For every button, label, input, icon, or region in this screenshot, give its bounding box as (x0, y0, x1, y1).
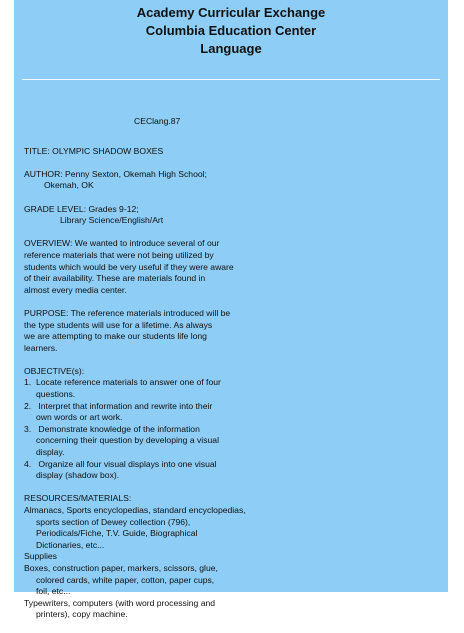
objective-item (24, 401, 444, 424)
objective-text: Organize all four visual displays into one visual (36, 458, 217, 469)
title-section (24, 146, 444, 158)
objective-text: Interpret that information and rewrite into their (36, 400, 213, 411)
objective-item (24, 459, 444, 482)
objective-text-cont: concerning their question by developing a visual (36, 435, 219, 446)
author-section (24, 169, 444, 192)
objectives-section (24, 366, 444, 482)
objective-text: Demonstrate knowledge of the information (36, 423, 200, 434)
objective-number: 4. (24, 458, 32, 469)
resource-group-cont: Dictionaries, etc... (36, 539, 105, 550)
resource-group-first: Almanacs, Sports encyclopedias, standard encyclopedias, (24, 505, 246, 515)
header-center: Columbia Education Center (145, 23, 317, 38)
resource-group-first: Boxes, construction paper, markers, scissors, glue, (24, 562, 218, 573)
resource-group-cont: foil, etc... (36, 586, 71, 597)
author-line-2: Okemah, OK (44, 180, 94, 191)
header-divider (22, 79, 440, 80)
overview-line: students which would be very useful if they were aware (24, 261, 234, 272)
resource-group-cont: colored cards, white paper, cotton, paper cups, (36, 574, 215, 585)
resources-section (24, 493, 444, 621)
overview-line: OVERVIEW: We wanted to introduce several of our (24, 238, 220, 249)
resource-group-cont: Periodicals/Fiche, T.V. Guide, Biographical (36, 528, 198, 539)
resource-group-cont: sports section of Dewey collection (796), (36, 516, 191, 527)
overview-line: reference materials that were not being utilized by (24, 249, 214, 260)
grade-line-2: Library Science/English/Art (60, 215, 164, 226)
resource-group-first: Typewriters, computers (with word processing and (24, 597, 216, 608)
resource-group-first: Supplies (24, 551, 57, 562)
purpose-line: the type students will use for a lifetime. As always (24, 319, 213, 330)
grade-line-1: GRADE LEVEL: Grades 9-12; (24, 203, 139, 214)
objective-text-cont: questions. (36, 389, 76, 400)
overview-line: almost every media center. (24, 284, 127, 295)
objective-text-cont: display. (36, 447, 65, 458)
objective-text-cont: display (shadow box). (36, 470, 120, 481)
author-line-1: AUTHOR: Penny Sexton, Okemah High School; (24, 168, 207, 179)
objective-number: 3. (24, 423, 32, 434)
overview-section (24, 238, 444, 296)
document-header (14, 0, 448, 58)
objective-item (24, 424, 444, 459)
objective-number: 2. (24, 400, 32, 411)
purpose-line: we are attempting to make our students life long (24, 331, 207, 342)
lesson-body (24, 116, 444, 633)
resource-group-cont: printers), copy machine. (36, 609, 128, 620)
purpose-line: PURPOSE: The reference materials introduced will be (24, 307, 231, 318)
purpose-line: learners. (24, 342, 58, 353)
header-organization: Academy Curricular Exchange (136, 5, 326, 20)
resources-heading: RESOURCES/MATERIALS: (24, 493, 132, 504)
objective-text: Locate reference materials to answer one of four (36, 377, 221, 388)
purpose-section (24, 308, 444, 354)
header-subject: Language (200, 41, 262, 56)
objectives-heading: OBJECTIVE(s): (24, 365, 85, 376)
lesson-title: TITLE: OLYMPIC SHADOW BOXES (24, 145, 164, 156)
document-page (14, 0, 448, 620)
objective-number: 1. (24, 377, 32, 388)
objective-text-cont: own words or art work. (36, 412, 123, 423)
objective-item (24, 377, 444, 400)
overview-line: of their availability. These are materials found in (24, 273, 206, 284)
grade-section (24, 204, 444, 227)
lesson-code: CEClang.87 (134, 116, 181, 126)
